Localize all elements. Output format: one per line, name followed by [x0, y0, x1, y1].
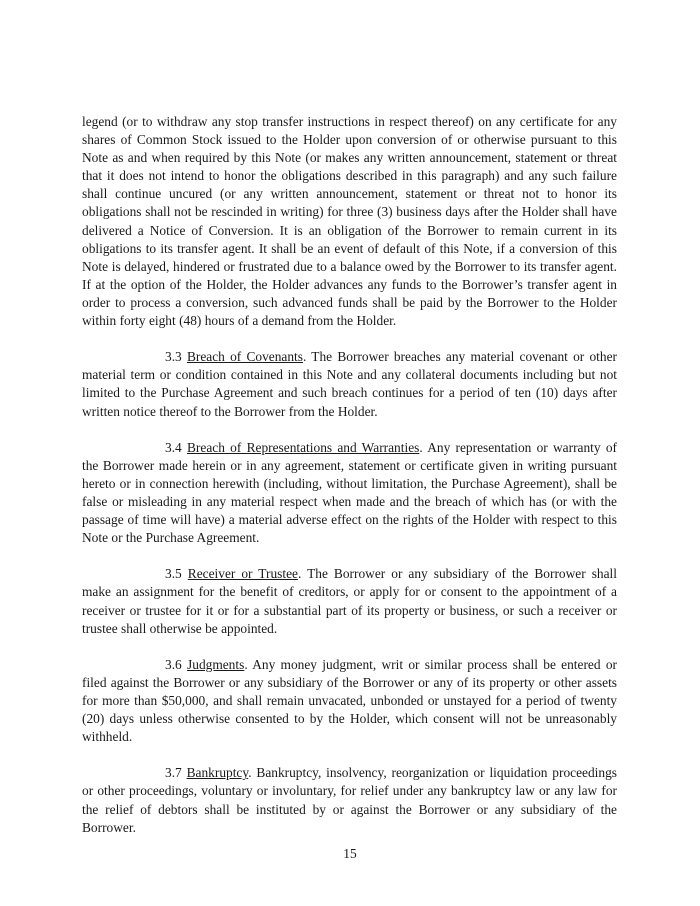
- paragraph-text: legend (or to withdraw any stop transfer instructions in respect thereof) on any certificate for any shares of Common Stock issued to the Holder upon conversion of or otherwise pursuant to this Note as and when required by this Note (or makes any written announcement, statement or threat that it does not intend to honor the obligations described in this paragraph) and any such failure shall continue uncured (or any written announcement, statement or threat not to honor its obligations shall not be rescinded in writing) for three (3) business days after the Holder shall have delivered a Notice of Conversion. It is an obligation of the Borrower to remain current in its obligations to its transfer agent. It shall be an event of default of this Note, if a conversion of this Note is delayed, hindered or frustrated due to a balance owed by the Borrower to its transfer agent. If at the option of the Holder, the Holder advances any funds to the Borrower’s transfer agent in order to process a conversion, such advanced funds shall be paid by the Borrower to the Holder within forty eight (48) hours of a demand from the Holder.: [82, 114, 617, 329]
- section-number: 3.5: [165, 566, 188, 582]
- section-heading: Judgments: [187, 656, 245, 672]
- section-text: . The Borrower or any subsidiary of the Borrower shall make an assignment for the benefit of creditors, or apply for or consent to the appointment of a receiver or trustee for it or for a substantial part of its property or business, or such a receiver or trustee shall otherwise be appointed.: [82, 566, 617, 636]
- section-3-7-bankruptcy: [82, 764, 617, 836]
- section-number: 3.4: [165, 439, 187, 455]
- paragraph-continuation: [82, 113, 617, 330]
- section-number: 3.3: [165, 349, 187, 365]
- section-text: . Any money judgment, writ or similar process shall be entered or filed against the Borrower or any subsidiary of the Borrower or any of its property or other assets for more than $50,000, and shall remain unvacated, unbonded or unstayed for a period of twenty (20) days unless otherwise consented to by the Holder, which consent will not be unreasonably withheld.: [82, 656, 617, 745]
- document-body: [82, 113, 617, 837]
- section-3-6-judgments: [82, 656, 617, 746]
- section-3-4-breach-of-representations: [82, 439, 617, 548]
- page-number: 15: [343, 846, 357, 861]
- section-number: 3.6: [165, 656, 188, 672]
- section-heading: Bankruptcy: [186, 765, 249, 781]
- section-heading: Breach of Covenants: [186, 349, 303, 365]
- section-heading: Receiver or Trustee: [187, 566, 298, 582]
- section-text: . Bankruptcy, insolvency, reorganization or liquidation proceedings or other proceedings, voluntary or involuntary, for relief under any bankruptcy law or any law for the relief of debtors shall be instituted by or against the Borrower or any subsidiary of the Borrower.: [82, 765, 618, 835]
- section-3-5-receiver-or-trustee: [82, 565, 617, 637]
- section-3-3-breach-of-covenants: [82, 348, 617, 420]
- section-number: 3.7: [165, 765, 187, 781]
- section-text: . The Borrower breaches any material covenant or other material term or condition contained in this Note and any collateral documents including but not limited to the Purchase Agreement and such breach continues for a period of ten (10) days after written notice thereof to the Borrower from the Holder.: [82, 349, 617, 419]
- section-heading: Breach of Representations and Warranties: [187, 439, 420, 455]
- section-text: . Any representation or warranty of the Borrower made herein or in any agreement, statement or certificate given in writing pursuant hereto or in connection herewith (including, without limitation, the Purchase Agreement), shall be false or misleading in any material respect when made and the breach of which has (or with the passage of time will have) a material adverse effect on the rights of the Holder with respect to this Note or the Purchase Agreement.: [82, 439, 617, 546]
